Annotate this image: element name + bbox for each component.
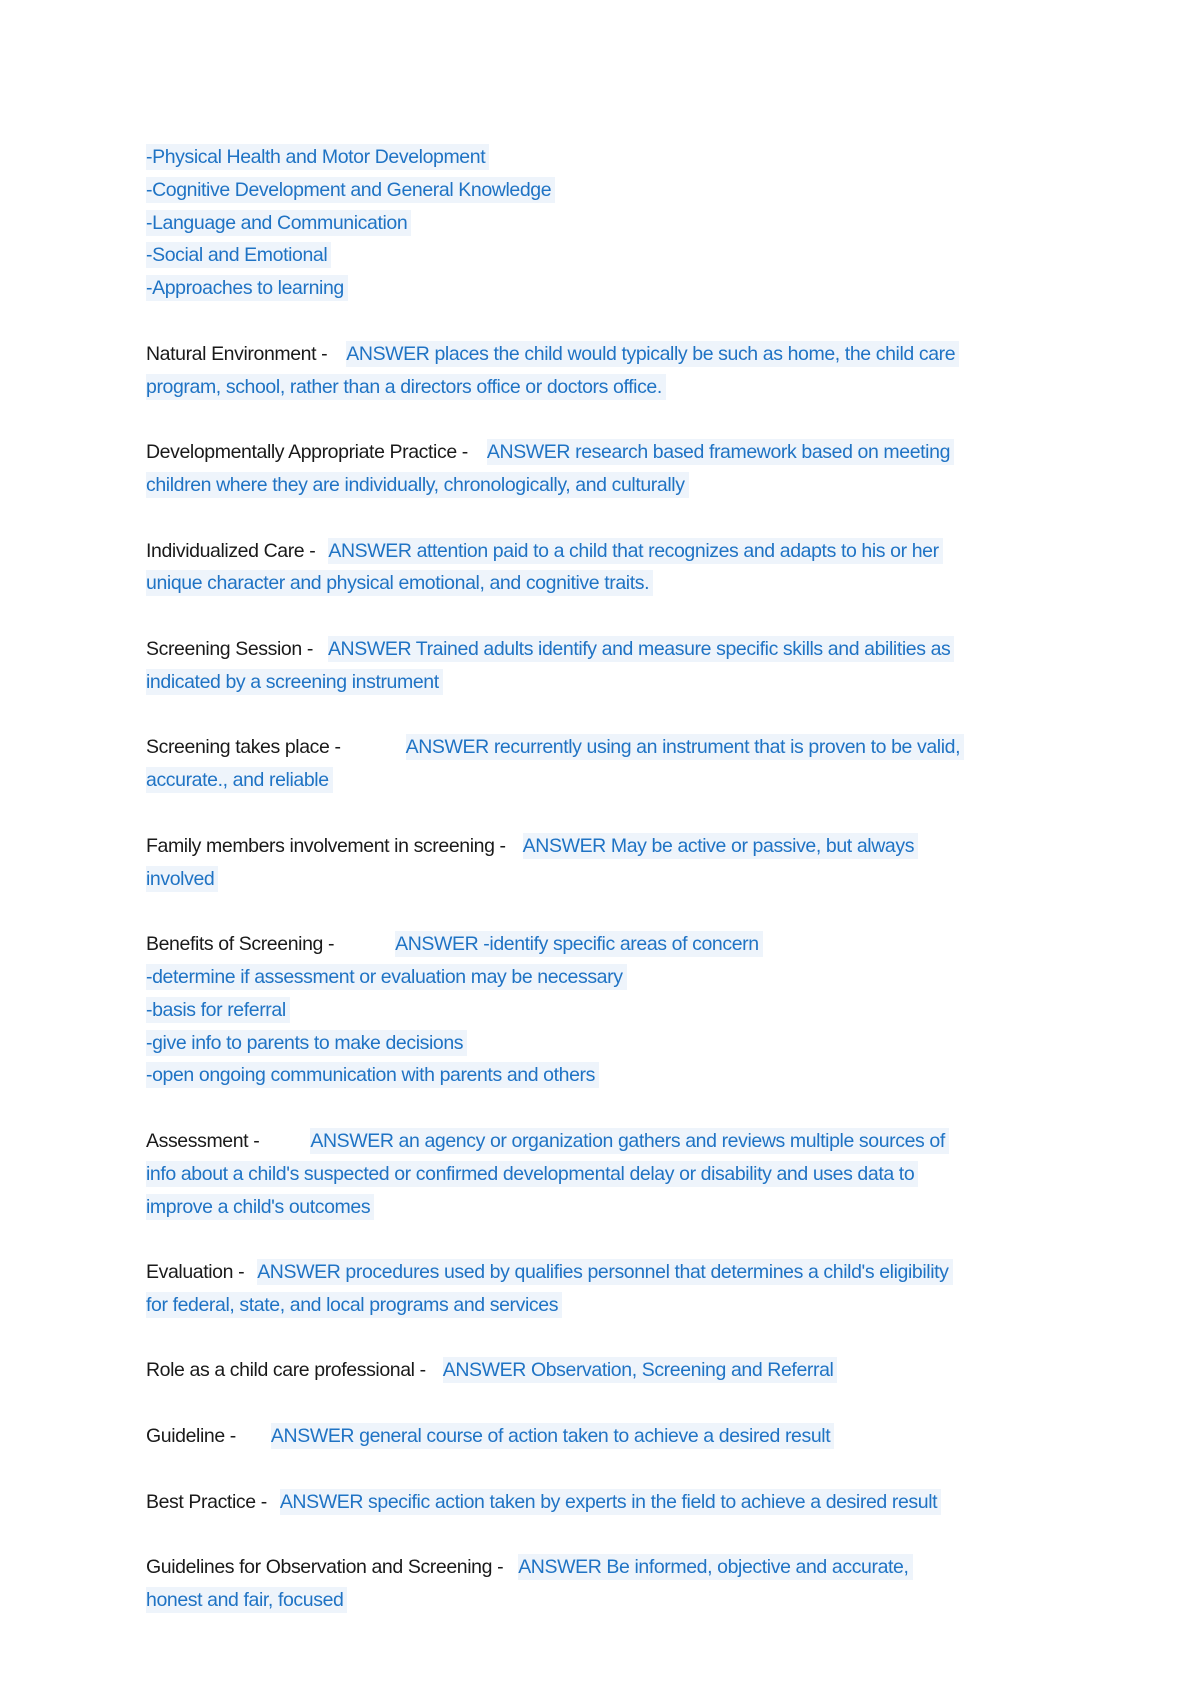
entry-best-practice <box>146 1486 1046 1519</box>
entry-term: Screening Session - <box>146 637 318 660</box>
entry-term: Family members involvement in screening - <box>146 834 511 857</box>
entry-guidelines-observation <box>146 1551 1046 1617</box>
entry-answer: ANSWER recurrently using an instrument that is proven to be valid, <box>406 734 965 760</box>
entry-answer-cont: -basis for referral <box>146 997 290 1023</box>
entry-answer: ANSWER May be active or passive, but always <box>523 833 918 859</box>
entry-screening-takes-place <box>146 731 1046 797</box>
entry-term: Evaluation - <box>146 1261 250 1284</box>
entry-answer: ANSWER an agency or organization gathers and reviews multiple sources of <box>310 1128 949 1154</box>
entry-answer-cont: for federal, state, and local programs and services <box>146 1292 562 1318</box>
entry-answer-cont: honest and fair, focused <box>146 1587 347 1613</box>
list-item: -Language and Communication <box>146 207 1046 240</box>
entry-answer: ANSWER places the child would typically be such as home, the child care <box>346 341 959 367</box>
entry-role-professional <box>146 1354 1046 1387</box>
entry-term: Benefits of Screening - <box>146 933 340 956</box>
entry-answer: ANSWER -identify specific areas of concern <box>395 931 763 957</box>
entry-answer-cont: -give info to parents to make decisions <box>146 1030 467 1056</box>
entry-natural-environment <box>146 338 1046 404</box>
entry-individualized-care <box>146 535 1046 601</box>
entry-answer-cont: children where they are individually, chronologically, and culturally <box>146 472 689 498</box>
entry-term: Guidelines for Observation and Screening - <box>146 1556 509 1579</box>
entry-screening-session <box>146 633 1046 699</box>
entry-term: Screening takes place - <box>146 736 346 759</box>
entry-answer: ANSWER Observation, Screening and Referral <box>443 1357 838 1383</box>
entry-term: Guideline - <box>146 1425 241 1448</box>
list-item: -Cognitive Development and General Knowledge <box>146 174 1046 207</box>
entry-answer-cont: -open ongoing communication with parents and others <box>146 1062 599 1088</box>
entry-answer: ANSWER Trained adults identify and measure specific skills and abilities as <box>328 636 954 662</box>
entry-term: Natural Environment - <box>146 342 333 365</box>
entry-answer: ANSWER procedures used by qualifies personnel that determines a child's eligibility <box>257 1259 952 1285</box>
entry-answer-cont: involved <box>146 866 218 892</box>
entry-answer-cont: info about a child's suspected or confirmed developmental delay or disability and uses data to <box>146 1161 918 1187</box>
entry-assessment <box>146 1125 1046 1223</box>
entry-answer-cont: unique character and physical emotional, and cognitive traits. <box>146 570 653 596</box>
entry-benefits-of-screening <box>146 928 1046 1092</box>
entry-term: Assessment - <box>146 1129 265 1152</box>
entry-answer-cont: indicated by a screening instrument <box>146 669 443 695</box>
entry-guideline <box>146 1420 1046 1453</box>
entry-answer-cont: program, school, rather than a directors office or doctors office. <box>146 374 666 400</box>
entry-answer: ANSWER specific action taken by experts in the field to achieve a desired result <box>280 1489 941 1515</box>
entry-answer-cont: accurate., and reliable <box>146 767 333 793</box>
entry-answer: ANSWER general course of action taken to achieve a desired result <box>271 1423 834 1449</box>
list-item: -Social and Emotional <box>146 239 1046 272</box>
list-item: -Approaches to learning <box>146 272 1046 305</box>
entry-answer: ANSWER attention paid to a child that recognizes and adapts to his or her <box>328 538 942 564</box>
entry-term: Role as a child care professional - <box>146 1359 431 1382</box>
entry-dap <box>146 436 1046 502</box>
entry-family-involvement <box>146 830 1046 896</box>
intro-list <box>146 141 1046 305</box>
list-item: -Physical Health and Motor Development <box>146 141 1046 174</box>
entry-term: Individualized Care - <box>146 539 321 562</box>
document-content <box>146 141 1046 1617</box>
entry-answer-cont: improve a child's outcomes <box>146 1194 374 1220</box>
entry-term: Developmentally Appropriate Practice - <box>146 441 473 464</box>
entry-term: Best Practice - <box>146 1490 272 1513</box>
entry-answer: ANSWER Be informed, objective and accurate, <box>518 1554 912 1580</box>
entry-answer: ANSWER research based framework based on meeting <box>487 439 954 465</box>
entry-evaluation <box>146 1256 1046 1322</box>
entry-answer-cont: -determine if assessment or evaluation may be necessary <box>146 964 627 990</box>
